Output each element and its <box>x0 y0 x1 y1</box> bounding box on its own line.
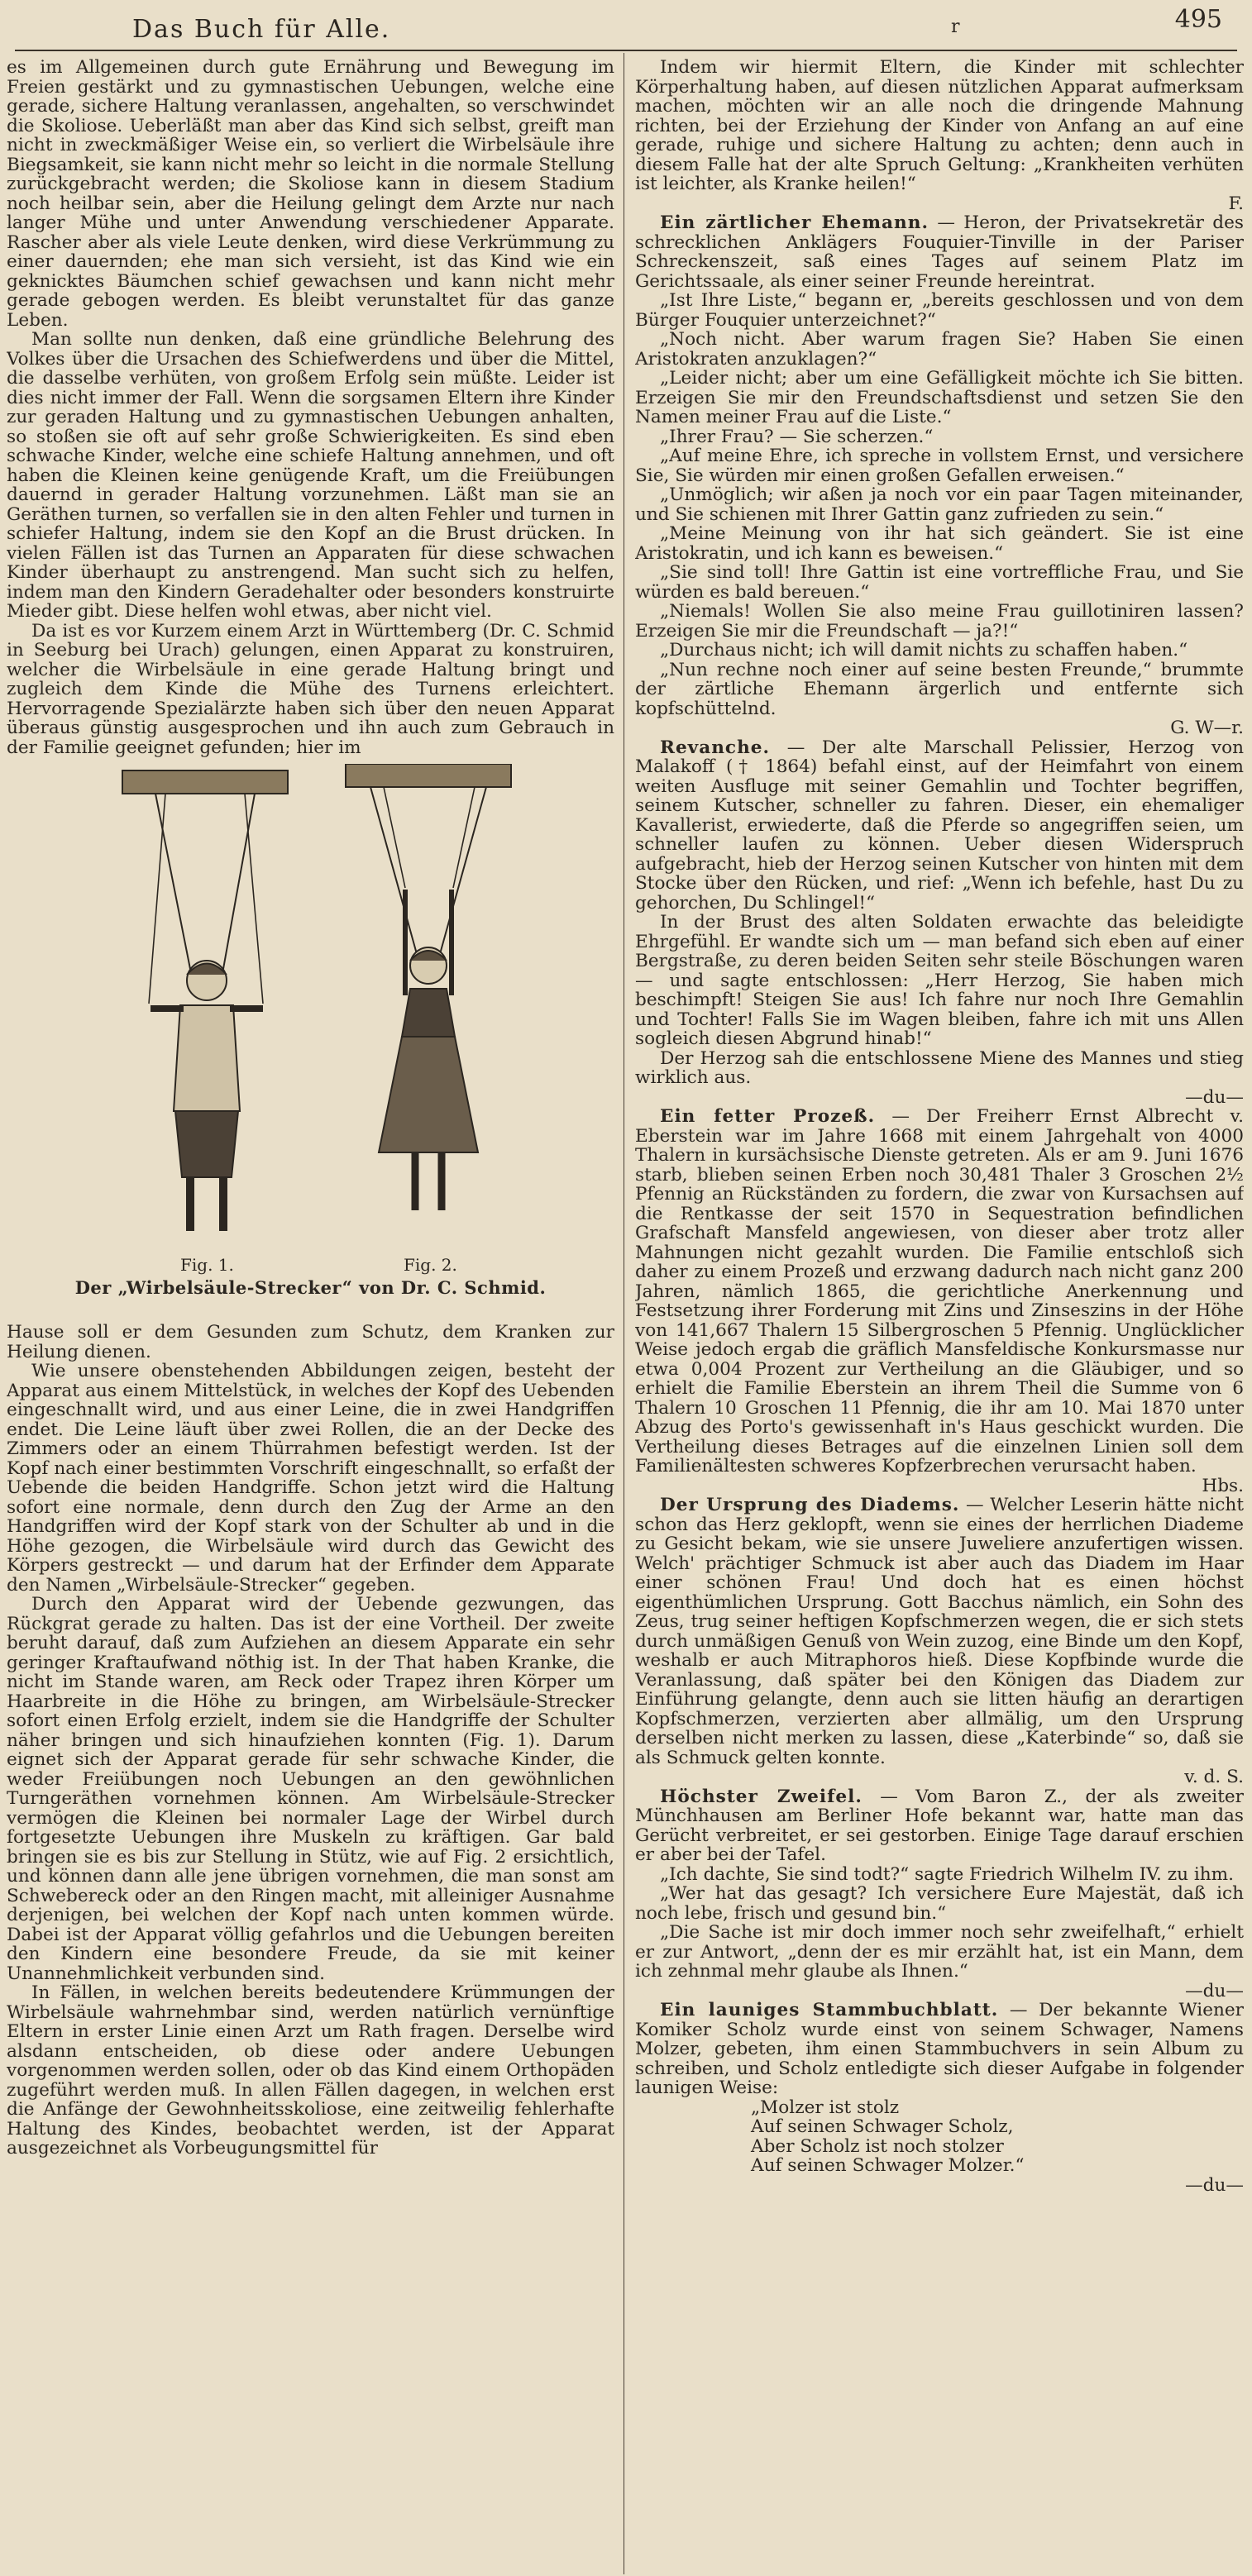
paragraph: Wie unsere obenstehenden Abbildungen zeigen, besteht der Apparat aus einem Mittelstück, in welches der Kopf des Uebenden eingeschnallt wird, und aus einer Leine, die in zwei Handgriffen endet. Die Leine läuft über zwei Rollen, die an der Decke des Zimmers oder an einem Thürrahmen befestigt werden. Ist der Kopf nach einer bestimmten Vorschrift eingeschnallt, so erfaßt der Uebende die beiden Handgriffe. Schon jetzt wird die Haltung sofort eine normale, denn durch den Zug der Arme an den Handgriffen wird der Kopf stark von der Schulter ab und in die Höhe gezogen, die Wirbelsäule wird durch das Gewicht des Körpers gestreckt — und darum hat der Erfinder dem Apparate den Namen „Wirbelsäule-Strecker“ gegeben. <box>7 1361 614 1596</box>
article-text: — Welcher Leserin hätte nicht schon das Herz geklopft, wenn sie eines der herrlichen Diademe zu Gesicht bekam, wie sie unsere Juweliere anzufertigen wissen. Welch' prächtiger Schmuck ist aber auch das Diadem im Haar einer schönen Frau! Und doch hat es einen höchst eigenthümlichen Ursprung. Gott Bacchus nämlich, ein Sohn des Zeus, trug seiner heftigen Kopfschmerzen wegen, die er sich stets durch unmäßigen Genuß von Wein zuzog, eine Binde um den Kopf, weshalb er auch Mitraphoros hieß. Diese Kopfbinde wurde die Veranlassung, daß später bei den Königen das Diadem zur Einführung gelangte, denn auch sie litten häufig an derartigen Kopfschmerzen, verzierten aber allmälig, um den Ursprung derselben nicht merken zu lassen, diese „Katerbinde“ so, daß sie als Schmuck gelten konnte. <box>635 1495 1244 1768</box>
article-stammbuchblatt <box>635 2001 1244 2098</box>
paragraph: „Meine Meinung von ihr hat sich geändert. Sie ist eine Aristokratin, und ich kann es beweisen.“ <box>635 523 1244 564</box>
paragraph: „Ist Ihre Liste,“ begann er, „bereits geschlossen und von dem Bürger Fouquier unterzeichnet?“ <box>635 290 1244 331</box>
article-ursprung-diadem <box>635 1496 1244 1767</box>
spine-stretcher-illustration <box>98 764 528 1252</box>
article-text: — Der bekannte Wiener Komiker Scholz wurde einst von seinem Schwager, Namens Molzer, gebeten, ihm einen Stammbuchvers in sein Album zu schreiben, und Scholz entledigte sich dieser Aufgabe in folgender launigen Weise: <box>635 2000 1244 2098</box>
paragraph: es im Allgemeinen durch gute Ernährung und Bewegung im Freien gestärkt und zu gymnastischen Uebungen, welche eine gerade, sichere Haltung veranlassen, angehalten, so verschwindet die Skoliose. Ueberläßt man aber das Kind sich selbst, greift man nicht in zweckmäßiger Weise ein, so verliert die Wirbelsäule ihre Biegsamkeit, sie kann nicht mehr so leicht in die normale Stellung zurückgebracht werden; die Skoliose kann in diesem Stadium noch heilbar sein, aber die Heilung gelingt dem Arzte nur nach langer Mühe und unter Anwendung verschiedener Apparate. Rascher aber als viele Leute denken, wird diese Verkrümmung zu einer dauernden; ehe man sich versieht, ist das Kind wie ein geknicktes Bäumchen schief gewachsen und kann nicht mehr gerade gebogen werden. Es bleibt verunstaltet für das ganze Leben. <box>7 58 614 331</box>
article-fetter-prozess <box>635 1107 1244 1476</box>
poem-line: Auf seinen Schwager Molzer.“ <box>751 2155 1025 2176</box>
paragraph: „Ihrer Frau? — Sie scherzen.“ <box>660 426 934 447</box>
running-title: Das Buch für Alle. <box>132 15 391 44</box>
article-title: Der Ursprung des Diadems. <box>660 1495 960 1515</box>
fig2-label: Fig. 2. <box>404 1255 457 1275</box>
signature: v. d. S. <box>1184 1767 1244 1787</box>
signature: —du— <box>1185 2174 1244 2196</box>
paragraph: „Die Sache ist mir doch immer noch sehr zweifelhaft,“ erhielt er zur Antwort, „denn der es mir erzählt hat, ist ein Mann, dem ich zehnmal mehr glaube als Ihnen.“ <box>635 1922 1244 1982</box>
paragraph: Hause soll er dem Gesunden zum Schutz, dem Kranken zur Heilung dienen. <box>7 1322 614 1362</box>
signature: Hbs. <box>1202 1475 1244 1496</box>
paragraph: „Ich dachte, Sie sind todt?“ sagte Friedrich Wilhelm IV. zu ihm. <box>660 1863 1234 1885</box>
signature: G. W—r. <box>1170 718 1244 738</box>
poem <box>635 2098 1244 2176</box>
paragraph: In Fällen, in welchen bereits bedeutendere Krümmungen der Wirbelsäule wahrnehmbar sind, werden natürlich vernünftige Eltern in erster Linie einen Arzt um Rath fragen. Derselbe wird alsdann entscheiden, ob diese oder andere Uebungen vorgenommen werden sollen, oder ob das Kind einem Orthopäden zugeführt werden muß. In allen Fällen dagegen, in welchen erst die Anfänge der Gewohnheitsskoliose, eine zeitweilig fehlerhafte Haltung des Kindes, beobachtet werden, ist der Apparat ausgezeichnet als Vorbeugungsmittel für <box>7 1982 614 2159</box>
paragraph: Da ist es vor Kurzem einem Arzt in Württemberg (Dr. C. Schmid in Seeburg bei Urach) gelungen, einen Apparat zu konstruiren, welcher die Wirbelsäule in eine gerade Haltung bringt und zugleich dem Kinde die Mühe des Turnens erleichtert. Hervorragende Spezialärzte haben sich über den neuen Apparat überaus günstig ausgesprochen und ihn auch zum Gebrauch in der Familie geeignet gefunden; hier im <box>7 620 614 758</box>
article-text: — Der alte Marschall Pelissier, Herzog von Malakoff († 1864) befahl einst, auf der Heimfahrt von einem weiten Ausfluge mit seiner Gemahlin und Tochter begriffen, seinem Kutscher, schneller zu fahren. Dieser, ein ehemaliger Kavallerist, erwiederte, daß die Pferde so angegriffen seien, um schneller laufen zu können. Ueber diesen Widerspruch aufgebracht, hieb der Herzog seinen Kutscher von hinten mit dem Stocke über den Rücken, und rief: „Wenn ich befehle, hast Du zu gehorchen, Du Schlingel!“ <box>635 737 1244 914</box>
page-number: 495 <box>1174 5 1222 34</box>
running-head <box>0 0 1252 51</box>
paragraph: In der Brust des alten Soldaten erwachte das beleidigte Ehrgefühl. Er wandte sich um — man befand sich eben auf einer Bergstraße, zu deren beiden Seiten sehr steile Böschungen waren — und sagte entschlossen: „Herr Herzog, Sie haben mich beschimpft! Steigen Sie aus! Ich fahre nur noch Ihre Gemahlin und Tochter! Falls Sie im Wagen bleiben, fahre ich mit uns Allen sogleich diesen Abgrund hinab!“ <box>635 912 1244 1049</box>
paragraph: „Leider nicht; aber um eine Gefälligkeit möchte ich Sie bitten. Erzeigen Sie mir den Freundschaftsdienst und setzen Sie den Namen meiner Frau auf die Liste.“ <box>635 368 1244 427</box>
poem-line: Aber Scholz ist noch stolzer <box>751 2135 1004 2157</box>
article-title: Ein zärtlicher Ehemann. <box>660 212 929 233</box>
figure <box>7 764 614 1318</box>
paragraph: Man sollte nun denken, daß eine gründliche Belehrung des Volkes über die Ursachen des Schiefwerdens und über die Mittel, die dasselbe verhüten, von großem Erfolg sein müßte. Leider ist dies nicht immer der Fall. Wenn die sorgsamen Eltern ihre Kinder zur geraden Haltung und zu gymnastischen Uebungen anhalten, so stoßen sie oft auf sehr große Schwierigkeiten. Es sind eben schwache Kinder, welche eine schiefe Haltung annehmen, und oft haben die Kleinen keine genügende Kraft, um die Freiübungen dauernd in gerader Haltung vorzunehmen. Läßt man sie an Geräthen turnen, so verfallen sie in den alten Fehler und turnen in schiefer Haltung, indem sie den Kopf an die Brust drücken. In vielen Fällen ist das Turnen an Apparaten für diese schwachen Kinder überhaupt zu anstrengend. Man sucht sich zu helfen, indem man den Kindern Geradehalter oder besonders konstruirte Mieder gibt. Diese helfen wohl etwas, aber nicht viel. <box>7 329 614 622</box>
article-zaertlicher-ehemann <box>635 213 1244 291</box>
paragraph: „Unmöglich; wir aßen ja noch vor ein paar Tagen miteinander, und Sie schienen mit Ihrer Gattin ganz zufrieden zu sein.“ <box>635 484 1244 525</box>
signature: —du— <box>1185 1086 1244 1108</box>
paragraph: Der Herzog sah die entschlossene Miene des Mannes und stieg wirklich aus. <box>635 1047 1244 1088</box>
right-column <box>635 58 1244 2571</box>
running-mark: r <box>951 17 960 37</box>
paragraph: Indem wir hiermit Eltern, die Kinder mit schlechter Körperhaltung haben, auf diesen nützlichen Apparat aufmerksam machen, möchten wir an alle noch die dringende Mahnung richten, bei der Erziehung der Kinder von Anfang an auf eine gerade, ruhige und sichere Haltung zu achten; denn auch in diesem Falle hat der alte Spruch Geltung: „Krankheiten verhüten ist leichter, als Kranke heilen!“ <box>635 58 1244 194</box>
poem-line: Auf seinen Schwager Scholz, <box>751 2116 1014 2137</box>
article-title: Ein fetter Prozeß. <box>660 1106 876 1127</box>
article-hoechster-zweifel <box>635 1787 1244 1865</box>
signature: F. <box>1228 193 1244 214</box>
figure-caption: Der „Wirbelsäule-Strecker“ von Dr. C. Schmid. <box>74 1277 547 1298</box>
article-title: Höchster Zweifel. <box>660 1786 863 1807</box>
article-text: — Heron, der Privatsekretär des schrecklichen Anklägers Fouquier-Tinville in der Pariser Schreckenszeit, saß eines Tages auf seinem Platz im Gerichtssaale, als einer seiner Freunde hereintrat. <box>635 212 1244 292</box>
article-text: — Vom Baron Z., der als zweiter Münchhausen am Berliner Hofe bekannt war, hatte man das Gerücht verbreitet, er sei gestorben. Einige Tage darauf erschien er aber bei der Tafel. <box>635 1786 1244 1865</box>
header-rule <box>15 50 1237 51</box>
signature: —du— <box>1185 1980 1244 2001</box>
paragraph: „Sie sind toll! Ihre Gattin ist eine vortreffliche Frau, und Sie würden es bald bereuen.“ <box>635 562 1244 603</box>
poem-line: „Molzer ist stolz <box>751 2097 900 2118</box>
paragraph: „Nun rechne noch einer auf seine besten Freunde,“ brummte der zärtliche Ehemann ärgerlich und entfernte sich kopfschüttelnd. <box>635 659 1244 719</box>
article-revanche <box>635 738 1244 914</box>
paragraph: Durch den Apparat wird der Uebende gezwungen, das Rückgrat gerade zu halten. Das ist der eine Vortheil. Der zweite beruht darauf, daß zum Aufziehen an diesem Apparate ein sehr geringer Kraftaufwand nöthig ist. In der That haben Kranke, die nicht im Stande waren, am Reck oder Trapez ihren Körper um Haarbreite in die Höhe zu bringen, am Wirbelsäule-Strecker sofort einen Erfolg erzielt, indem sie die Handgriffe der Schulter näher bringen und sich hinaufziehen konnten (Fig. 1). Darum eignet sich der Apparat gerade für sehr schwache Kinder, die weder Freiübungen noch Uebungen an den gewöhnlichen Turngeräthen vornehmen können. Am Wirbelsäule-Strecker vermögen die Kleinen bei normaler Lage der Wirbel durch fortgesetzte Uebungen ihre Muskeln zu kräftigen. Gar bald bringen sie es bis zur Stellung in Stütz, wie auf Fig. 2 ersichtlich, und können dann alle jene übrigen vornehmen, die man sonst am Schwebereck oder an den Ringen macht, mit alleiniger Ausnahme derjenigen, bei welchen der Kopf nach unten kommen würde. Dabei ist der Apparat völlig gefahrlos und die Uebungen bereiten den Kindern eine besondere Freude, da sie mit keiner Unannehmlichkeit verbunden sind. <box>7 1594 614 1984</box>
paragraph: „Noch nicht. Aber warum fragen Sie? Haben Sie einen Aristokraten anzuklagen?“ <box>635 329 1244 370</box>
paragraph: „Durchaus nicht; ich will damit nichts zu schaffen haben.“ <box>660 640 1188 661</box>
article-text: — Der Freiherr Ernst Albrecht v. Eberstein war im Jahre 1668 mit einem Jahrgehalt von 4000 Thalern in kursächsische Dienste getreten. Als er am 9. Juni 1676 starb, blieben seinen Erben noch 30,481 Thaler 3 Groschen 2½ Pfennig an Rückständen zu fordern, die zwar von Kursachsen auf die Rentkasse der seit 1570 in Sequestration befindlichen Grafschaft Mansfeld angewiesen, von dieser aber trotz aller Mahnungen nicht gezahlt wurden. Die Familie entschloß sich daher zu einem Prozeß und erzwang dadurch nach nicht ganz 200 Jahren, nämlich 1865, die gerichtliche Anerkennung und Festsetzung ihrer Forderung mit Zins und Zinseszins in der Höhe von 141,667 Thalern 15 Silbergroschen 5 Pfennig. Unglücklicher Weise jedoch ergab die gräflich Mansfeldische Konkursmasse nur etwa 0,004 Prozent zur Vertheilung an die Gläubiger, und so erhielt die Familie Eberstein an ihrem Theil die Summe von 6 Thalern 10 Groschen 11 Pfennig, die ihr am 10. Mai 1870 unter Abzug des Porto's gewissenhaft in's Haus geschickt wurden. Die Vertheilung dieses Betrages auf die einzelnen Linien soll dem Familienältesten schweres Kopfzerbrechen verursacht haben. <box>635 1106 1244 1476</box>
fig1-label: Fig. 1. <box>180 1255 234 1275</box>
fig1-drawing <box>122 770 288 1231</box>
article-title: Revanche. <box>660 737 771 758</box>
paragraph: „Niemals! Wollen Sie also meine Frau guillotiniren lassen? Erzeigen Sie mir die Freundschaft — ja?!“ <box>635 601 1244 642</box>
fig2-drawing <box>346 764 511 1210</box>
paragraph: „Wer hat das gesagt? Ich versichere Eure Majestät, daß ich noch lebe, frisch und gesund bin.“ <box>635 1883 1244 1924</box>
article-title: Ein launiges Stammbuchblatt. <box>660 2000 999 2020</box>
paragraph: „Auf meine Ehre, ich spreche in vollstem Ernst, und versichere Sie, Sie würden mir einen großen Gefallen erweisen.“ <box>635 446 1244 486</box>
left-column <box>7 58 614 2571</box>
